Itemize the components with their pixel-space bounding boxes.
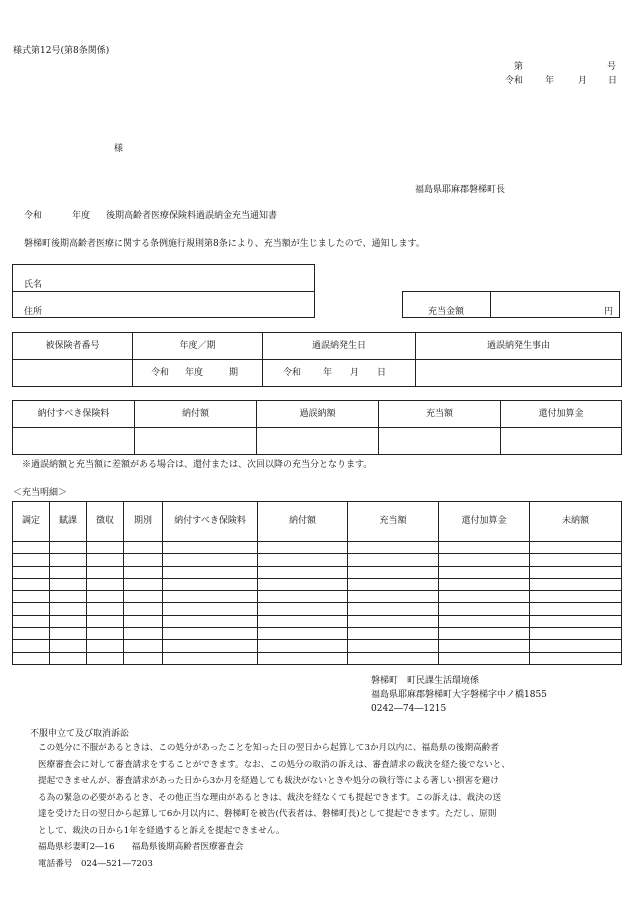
amount-cell xyxy=(135,428,257,455)
detail-cell xyxy=(530,640,622,652)
detail-cell xyxy=(258,542,348,554)
table-row xyxy=(13,591,622,603)
detail-cell xyxy=(348,615,439,627)
detail-cell xyxy=(439,578,530,590)
detail-cell xyxy=(124,542,163,554)
detail-cell xyxy=(13,591,50,603)
detail-cell xyxy=(258,566,348,578)
detail-cell xyxy=(348,628,439,640)
detail-cell xyxy=(163,554,258,566)
detail-cell xyxy=(163,578,258,590)
detail-cell xyxy=(124,566,163,578)
table-row xyxy=(13,554,622,566)
detail-cell xyxy=(50,640,87,652)
period-nendo: 年度 xyxy=(185,367,204,378)
detail-cell xyxy=(87,591,124,603)
table-row xyxy=(13,542,622,554)
detail-cell xyxy=(530,542,622,554)
detail-cell xyxy=(87,578,124,590)
difference-note: ※過誤納額と充当額に差額がある場合は、還付または、次回以降の充当分となります。 xyxy=(22,460,373,470)
detail-cell xyxy=(13,566,50,578)
review-board-phone: 電話番号 024―521―7203 xyxy=(38,858,153,869)
header-detail-refund: 還付加算金 xyxy=(439,502,530,542)
table-row xyxy=(13,640,622,652)
detail-cell xyxy=(258,591,348,603)
amount-divider xyxy=(490,291,491,318)
detail-cell xyxy=(163,628,258,640)
period-era: 令和 xyxy=(151,367,170,378)
appeal-heading: 不服申立て及び取消訴訟 xyxy=(30,729,130,739)
detail-cell xyxy=(258,640,348,652)
detail-cell xyxy=(50,554,87,566)
detail-cell xyxy=(439,628,530,640)
detail-cell xyxy=(348,578,439,590)
table-row xyxy=(13,615,622,627)
header-overpay-reason: 過誤納発生事由 xyxy=(416,333,622,360)
appeal-line: この処分に不服があるときは、この処分があったことを知った日の翌日から起算して3か月以内に、福島県の後期高齢者 xyxy=(38,743,499,753)
detail-cell xyxy=(258,615,348,627)
detail-cell xyxy=(163,640,258,652)
header-detail-paid: 納付額 xyxy=(258,502,348,542)
detail-cell xyxy=(530,615,622,627)
year-period-cell xyxy=(133,360,263,387)
issuer: 福島県耶麻郡磐梯町長 xyxy=(415,185,506,195)
detail-cell xyxy=(87,554,124,566)
name-label: 氏名 xyxy=(24,280,43,290)
page-title: 後期高齢者医療保険料過誤納金充当通知書 xyxy=(106,211,278,221)
detail-cell xyxy=(258,554,348,566)
detail-cell xyxy=(87,628,124,640)
detail-cell xyxy=(439,603,530,615)
appeal-line: 提起できませんが、審査請求があった日から3か月を経過しても裁決がないときや処分の執行等による著しい損害を避け xyxy=(38,776,499,786)
detail-cell xyxy=(87,640,124,652)
detail-cell xyxy=(163,591,258,603)
detail-cell xyxy=(50,578,87,590)
detail-cell xyxy=(258,628,348,640)
detail-cell xyxy=(439,554,530,566)
detail-cell xyxy=(87,566,124,578)
detail-cell xyxy=(13,578,50,590)
header-year-period: 年度／期 xyxy=(133,333,263,360)
header-overpaid-amount: 過誤納額 xyxy=(257,401,379,428)
header-fuka: 賦課 xyxy=(50,502,87,542)
header-refund-interest: 還付加算金 xyxy=(501,401,622,428)
detail-cell xyxy=(124,603,163,615)
info-table xyxy=(12,332,622,387)
detail-cell xyxy=(348,542,439,554)
amount-cell xyxy=(13,428,135,455)
form-id: 様式第12号(第8条関係) xyxy=(13,46,110,56)
detail-cell xyxy=(439,542,530,554)
detail-cell xyxy=(124,578,163,590)
amount-cell xyxy=(379,428,501,455)
title-era: 令和 xyxy=(24,211,43,221)
header-paid-amount: 納付額 xyxy=(135,401,257,428)
header-detail-applied: 充当額 xyxy=(348,502,439,542)
doc-no-dai: 第 xyxy=(514,62,524,72)
detail-cell xyxy=(163,652,258,664)
detail-cell xyxy=(13,640,50,652)
detail-cell xyxy=(87,542,124,554)
detail-cell xyxy=(124,640,163,652)
od-year: 年 xyxy=(323,367,333,378)
header-payable-premium: 納付すべき保険料 xyxy=(13,401,135,428)
intro-text: 磐梯町後期高齢者医療に関する条例施行規則第8条により、充当額が生じましたので、通知します。 xyxy=(24,239,425,249)
detail-heading: ＜充当明細＞ xyxy=(13,488,68,498)
table-row xyxy=(13,652,622,664)
detail-cell xyxy=(13,603,50,615)
table-row xyxy=(13,603,622,615)
detail-cell xyxy=(50,628,87,640)
detail-cell xyxy=(13,554,50,566)
header-overpay-date: 過誤納発生日 xyxy=(263,333,416,360)
review-board-line: 福島県杉妻町2―16 福島県後期高齢者医療審査会 xyxy=(38,842,244,852)
amount-table xyxy=(12,400,622,455)
detail-cell xyxy=(163,603,258,615)
detail-cell xyxy=(439,652,530,664)
detail-cell xyxy=(87,603,124,615)
detail-cell xyxy=(530,578,622,590)
detail-cell xyxy=(124,652,163,664)
date-year: 年 xyxy=(545,76,555,86)
period-ki: 期 xyxy=(229,367,239,378)
detail-cell xyxy=(87,652,124,664)
od-era: 令和 xyxy=(283,367,302,378)
detail-cell xyxy=(124,628,163,640)
amount-cell xyxy=(257,428,379,455)
table-row xyxy=(13,566,622,578)
detail-cell xyxy=(439,615,530,627)
contact-dept: 磐梯町 町民課生活環境係 xyxy=(371,676,480,686)
amount-cell xyxy=(501,428,622,455)
detail-cell xyxy=(13,615,50,627)
detail-cell xyxy=(439,640,530,652)
detail-cell xyxy=(124,554,163,566)
addressee-suffix: 様 xyxy=(114,144,124,154)
detail-cell xyxy=(163,615,258,627)
header-applied-amount: 充当額 xyxy=(379,401,501,428)
header-choshu: 徴収 xyxy=(87,502,124,542)
detail-cell xyxy=(439,566,530,578)
detail-cell xyxy=(530,628,622,640)
doc-no-go: 号 xyxy=(607,62,617,72)
detail-cell xyxy=(348,554,439,566)
contact-address: 福島県耶麻郡磐梯町大字磐梯字中ノ橋1855 xyxy=(371,690,547,700)
detail-cell xyxy=(348,652,439,664)
detail-cell xyxy=(50,615,87,627)
date-day: 日 xyxy=(608,76,618,86)
detail-cell xyxy=(530,652,622,664)
address-label: 住所 xyxy=(24,307,43,317)
header-chotei: 調定 xyxy=(13,502,50,542)
detail-cell xyxy=(50,566,87,578)
name-address-divider xyxy=(12,291,315,292)
detail-cell xyxy=(13,628,50,640)
appeal-line: 達を受けた日の翌日から起算して6か月以内に、磐梯町を被告(代表者は、磐梯町長)として提起できます。ただし、原則 xyxy=(38,809,497,819)
detail-cell xyxy=(348,603,439,615)
contact-phone: 0242―74―1215 xyxy=(371,704,447,714)
yen-label: 円 xyxy=(604,307,614,317)
overpay-date-cell xyxy=(263,360,416,387)
detail-cell xyxy=(50,652,87,664)
date-era: 令和 xyxy=(505,76,524,86)
appeal-line: る為の緊急の必要があるとき、その他正当な理由があるときは、裁決を経なくても提起できます。この訴えは、裁決の送 xyxy=(38,792,502,803)
detail-cell xyxy=(50,591,87,603)
detail-cell xyxy=(348,566,439,578)
detail-cell xyxy=(530,566,622,578)
detail-cell xyxy=(13,652,50,664)
appeal-line: として、裁決の日から1年を経過すると訴えを提起できません。 xyxy=(38,825,285,836)
table-row xyxy=(13,578,622,590)
detail-cell xyxy=(124,615,163,627)
amount-label: 充当金額 xyxy=(428,307,465,317)
detail-cell xyxy=(87,615,124,627)
insured-number-cell xyxy=(13,360,133,387)
table-row xyxy=(13,628,622,640)
detail-cell xyxy=(258,603,348,615)
detail-table xyxy=(12,501,622,665)
detail-cell xyxy=(530,603,622,615)
detail-cell xyxy=(163,542,258,554)
detail-cell xyxy=(50,542,87,554)
detail-cell xyxy=(258,652,348,664)
detail-cell xyxy=(258,578,348,590)
detail-cell xyxy=(530,554,622,566)
detail-cell xyxy=(530,591,622,603)
overpay-reason-cell xyxy=(416,360,622,387)
detail-cell xyxy=(163,566,258,578)
header-detail-unpaid: 未納額 xyxy=(530,502,622,542)
detail-cell xyxy=(50,603,87,615)
detail-cell xyxy=(348,591,439,603)
detail-cell xyxy=(348,640,439,652)
appeal-line: 医療審査会に対して審査請求をすることができます。なお、この処分の取消の訴えは、審査請求の裁決を経た後でないと、 xyxy=(38,759,510,770)
header-detail-payable: 納付すべき保険料 xyxy=(163,502,258,542)
detail-cell xyxy=(124,591,163,603)
title-nendo: 年度 xyxy=(72,211,91,221)
date-month: 月 xyxy=(578,76,588,86)
od-day: 日 xyxy=(377,367,387,378)
header-insured-number: 被保険者番号 xyxy=(13,333,133,360)
detail-cell xyxy=(13,542,50,554)
od-month: 月 xyxy=(350,367,360,378)
header-kibetsu: 期別 xyxy=(124,502,163,542)
detail-cell xyxy=(439,591,530,603)
appeal-body xyxy=(38,740,618,872)
